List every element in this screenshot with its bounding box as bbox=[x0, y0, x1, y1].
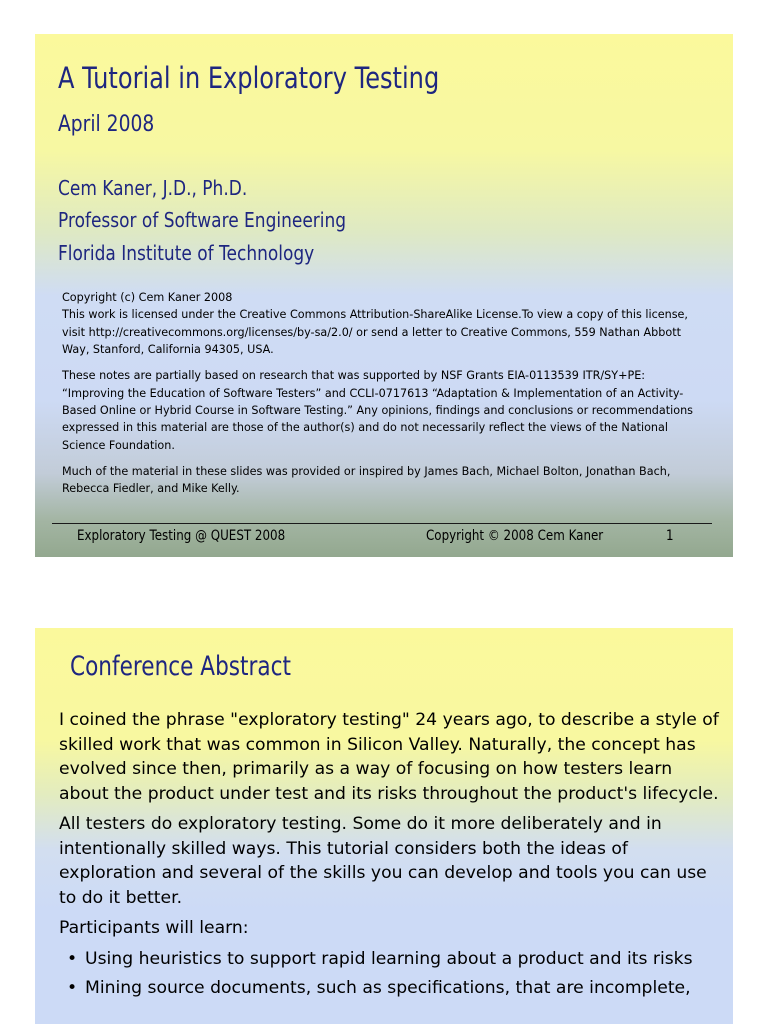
license-text: This work is licensed under the Creative Commons Attribution-ShareAlike License.To view a copy of this license, visit http://creativecommons.org/licenses/by-sa/2.0/ or send a letter to Creative Commons, 559 Nathan Abbott Way, Stanford, California 94305, USA. bbox=[62, 308, 688, 357]
abstract-paragraph: Participants will learn: bbox=[59, 918, 249, 938]
credits-note: Much of the material in these slides was provided or inspired by James Bach, Michael Bolton, Jonathan Bach, Rebecca Fiedler, and Mike Kelly. bbox=[62, 464, 671, 496]
section-heading: Conference Abstract bbox=[70, 651, 291, 682]
footer-divider bbox=[52, 523, 712, 524]
page-number: 1 bbox=[666, 528, 674, 544]
list-item bbox=[59, 976, 724, 1001]
author-institution: Florida Institute of Technology bbox=[58, 241, 315, 265]
slide-title: A Tutorial in Exploratory Testing bbox=[58, 61, 440, 95]
footer-event: Exploratory Testing @ QUEST 2008 bbox=[77, 528, 286, 544]
nsf-note: These notes are partially based on research that was supported by NSF Grants EIA-0113539 ITR/SY+PE: “Improving the Education of Software Testers” and CCLI-0717613 “Adaptation & Implementation of an Activity-Based Online or Hybrid Course in Software Testing.” Any opinions, findings and conclusions or recommendations expressed in this material are those of the author(s) and do not necessarily reflect the views of the National Science Foundation. bbox=[62, 369, 694, 452]
abstract-paragraph: I coined the phrase "exploratory testing" 24 years ago, to describe a style of skilled work that was common in Silicon Valley. Naturally, the concept has evolved since then, primarily as a way of focusing on how testers learn about the product under test and its risks throughout the product's lifecycle. bbox=[59, 710, 719, 804]
list-item bbox=[59, 947, 724, 972]
footer-copyright: Copyright © 2008 Cem Kaner bbox=[426, 528, 604, 544]
list-item-text: Using heuristics to support rapid learning about a product and its risks bbox=[85, 948, 693, 969]
abstract-slide bbox=[35, 628, 733, 1024]
learning-list bbox=[59, 947, 724, 1001]
title-slide bbox=[35, 34, 733, 557]
abstract-paragraph: All testers do exploratory testing. Some do it more deliberately and in intentionally skilled ways. This tutorial considers both the ideas of exploration and several of the skills you can develop and tools you can use to do it better. bbox=[59, 814, 707, 908]
slide-notes bbox=[62, 289, 702, 506]
author-position: Professor of Software Engineering bbox=[58, 208, 347, 232]
abstract-body bbox=[59, 708, 724, 1006]
copyright-line: Copyright (c) Cem Kaner 2008 bbox=[62, 291, 233, 304]
author-name: Cem Kaner, J.D., Ph.D. bbox=[58, 176, 248, 200]
bullet-glyph: • bbox=[67, 948, 78, 969]
bullet-glyph: • bbox=[67, 978, 78, 998]
slide-date: April 2008 bbox=[58, 112, 155, 137]
list-item-text: Mining source documents, such as specifications, that are incomplete, bbox=[85, 978, 691, 998]
